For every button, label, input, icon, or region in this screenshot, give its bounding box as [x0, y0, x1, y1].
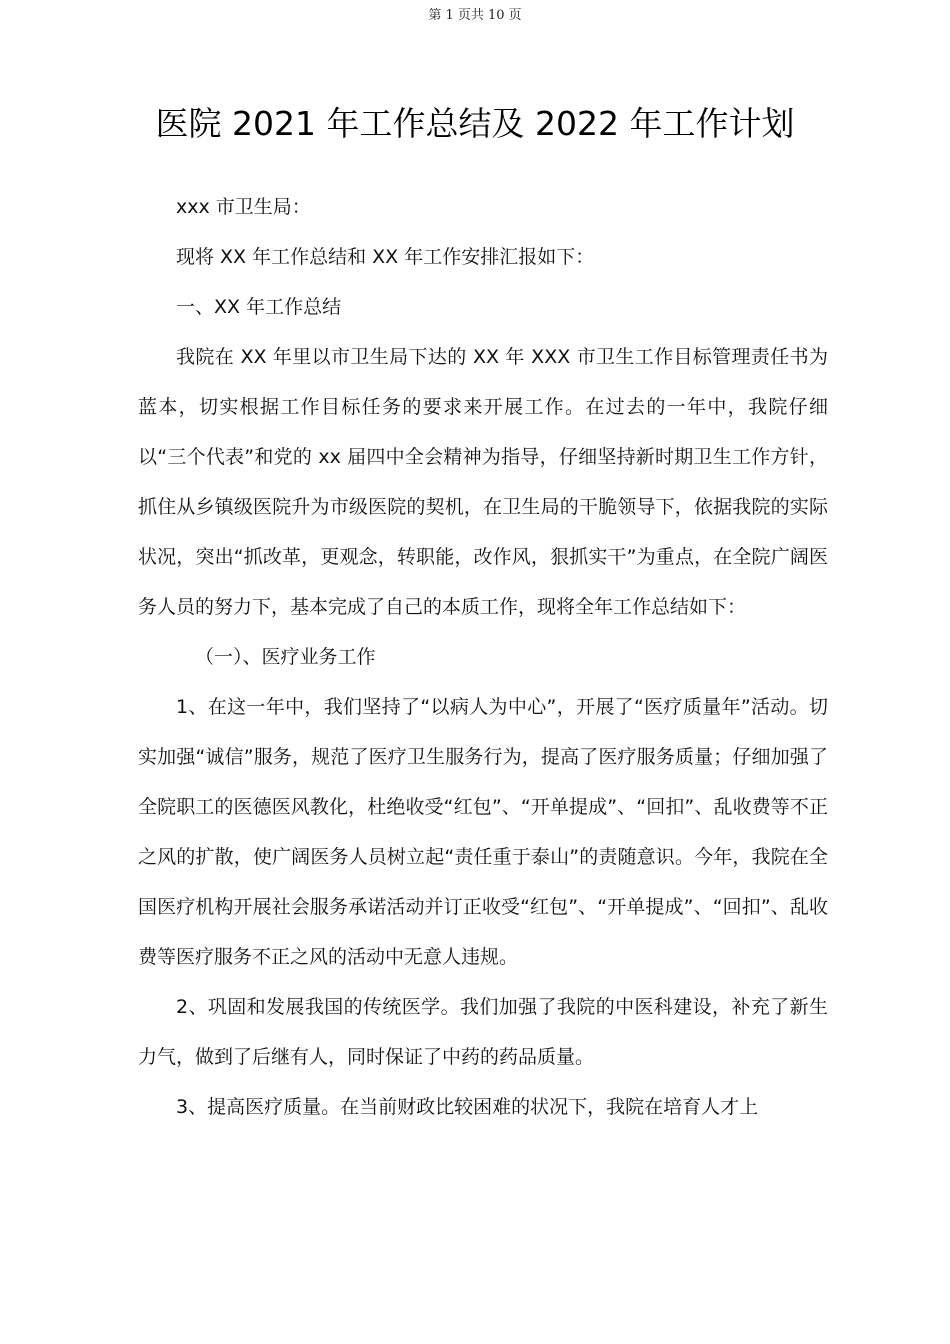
item-paragraph-1: 1、在这一年中，我们坚持了“以病人为中心”，开展了“医疗质量年”活动。切实加强“诚信”服务，规范了医疗卫生服务行为，提高了医疗服务质量；仔细加强了全院职工的医德医风教化，杜绝收受“红包”、“开单提成”、“回扣”、乱收费等不正之风的扩散，使广阔医务人员树立起“责任重于泰山”的责随意识。今年，我院在全国医疗机构开展社会服务承诺活动并订正收受“红包”、“开单提成”、“回扣”、乱收费等医疗服务不正之风的活动中无意人违规。	[138, 696, 828, 968]
salutation: xxx 市卫生局：	[176, 196, 311, 218]
intro-paragraph: 现将 XX 年工作总结和 XX 年工作安排汇报如下：	[176, 246, 595, 268]
item-paragraph-3: 3、提高医疗质量。在当前财政比较困难的状况下，我院在培育人才上	[176, 1096, 759, 1118]
summary-paragraph: 我院在 XX 年里以市卫生局下达的 XX 年 XXX 市卫生工作目标管理责任书为蓝本，切实根据工作目标任务的要求来开展工作。在过去的一年中，我院仔细以“三个代表”和党的 xx 届四中全会精神为指导，仔细坚持新时期卫生工作方针，抓住从乡镇级医院升为市级医院的契机，在卫生局的干脆领导下，依据我院的实际状况，突出“抓改革，更观念，转职能，改作风，狠抓实干”为重点，在全院广阔医务人员的努力下，基本完成了自己的本质工作，现将全年工作总结如下：	[138, 346, 828, 618]
item-paragraph-2: 2、巩固和发展我国的传统医学。我们加强了我院的中医科建设，补充了新生力气，做到了后继有人，同时保证了中药的药品质量。	[138, 996, 828, 1068]
section-heading: 一、XX 年工作总结	[176, 296, 342, 318]
subsection-heading: （一）、医疗业务工作	[195, 646, 376, 668]
document-body	[138, 182, 828, 1132]
page-indicator: 第 1 页共 10 页	[428, 8, 522, 23]
document-title: 医院 2021 年工作总结及 2022 年工作计划	[155, 104, 795, 143]
